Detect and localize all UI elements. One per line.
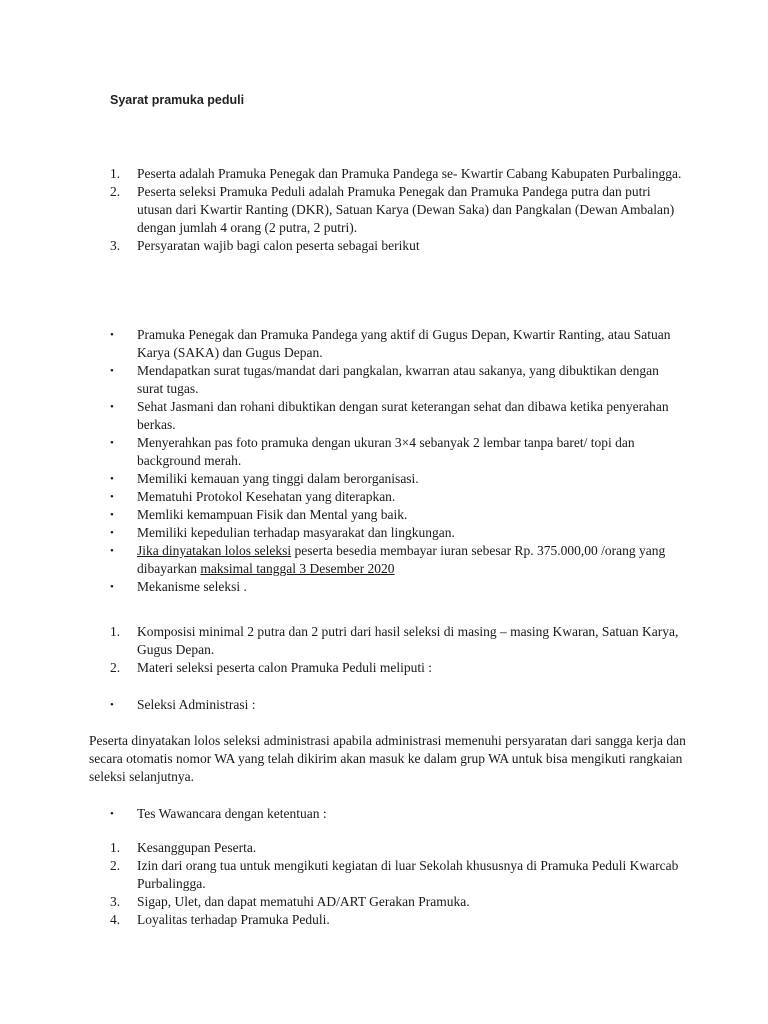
- bullet-item: [0, 578, 768, 596]
- bullet-icon: •: [110, 527, 114, 539]
- list-item: [0, 659, 768, 677]
- list-number: 2.: [110, 660, 121, 675]
- bullet-icon: •: [110, 581, 114, 593]
- list-number: 2.: [110, 858, 121, 873]
- bullet-item: [0, 470, 768, 488]
- list-item: [0, 237, 768, 255]
- payment-middle-text: peserta besedia membayar iuran sebesar Rp. 375.000,00 /orang yang dibayarkan: [137, 543, 666, 576]
- list-number: 1.: [110, 624, 121, 639]
- bullet-icon: •: [110, 473, 114, 485]
- list-number: 1.: [110, 166, 121, 181]
- bullet-item: [0, 524, 768, 542]
- bullet-item-text: Mendapatkan surat tugas/mandat dari pangkalan, kwarran atau sakanya, yang dibuktikan dengan surat tugas.: [137, 363, 659, 396]
- list-item-text: Materi seleksi peserta calon Pramuka Peduli meliputi :: [137, 660, 433, 675]
- list-item-text: Peserta seleksi Pramuka Peduli adalah Pramuka Penegak dan Pramuka Pandega putra dan putri utusan dari Kwartir Ranting (DKR), Satuan Karya (Dewan Saka) dan Pangkalan (Dewan Ambalan) dengan jumlah 4 orang (2 putra, 2 putri).: [137, 184, 675, 235]
- bullet-item: [0, 488, 768, 506]
- bullet-item-text: Memiliki kepedulian terhadap masyarakat dan lingkungan.: [137, 525, 455, 540]
- admin-paragraph: Peserta dinyatakan lolos seleksi administrasi apabila administrasi memenuhi persyaratan dari sangga kerja dan secara otomatis nomor WA yang telah dikirim akan masuk ke dalam grup WA untuk bisa mengikuti rangkaian seleksi selanjutnya.: [89, 733, 686, 784]
- bullet-icon: •: [110, 329, 114, 341]
- bullet-icon: •: [110, 365, 114, 377]
- bullet-item: [0, 696, 768, 714]
- bullet-icon: •: [110, 491, 114, 503]
- bullet-item-text: Sehat Jasmani dan rohani dibuktikan dengan surat keterangan sehat dan dibawa ketika penyerahan berkas.: [137, 399, 669, 432]
- bullet-item-text: Memliki kemampuan Fisik dan Mental yang baik.: [137, 507, 408, 522]
- list-number: 3.: [110, 894, 121, 909]
- list-number: 2.: [110, 184, 121, 199]
- bullet-icon: •: [110, 699, 114, 711]
- list-item: [0, 839, 768, 857]
- document-title: Syarat pramuka peduli: [110, 93, 245, 107]
- list-item-text: Komposisi minimal 2 putra dan 2 putri dari hasil seleksi di masing – masing Kwaran, Satuan Karya, Gugus Depan.: [137, 624, 679, 657]
- bullet-item-text: Mematuhi Protokol Kesehatan yang diterapkan.: [137, 489, 396, 504]
- bullet-icon: •: [110, 545, 114, 557]
- list-item: [0, 623, 768, 659]
- list-item: [0, 911, 768, 929]
- list-item-text: Sigap, Ulet, dan dapat mematuhi AD/ART Gerakan Pramuka.: [137, 894, 470, 909]
- list-number: 4.: [110, 912, 121, 927]
- requirements-list: [0, 165, 768, 255]
- bullet-item-text: Tes Wawancara dengan ketentuan :: [137, 806, 327, 821]
- bullet-item-text: Seleksi Administrasi :: [137, 697, 256, 712]
- interview-heading: [0, 805, 768, 823]
- mandatory-requirements-list: [0, 326, 768, 596]
- bullet-icon: •: [110, 437, 114, 449]
- bullet-item: [0, 506, 768, 524]
- list-item: [0, 183, 768, 237]
- bullet-item: [0, 362, 768, 398]
- underlined-text-lolos-seleksi: Jika dinyatakan lolos seleksi: [137, 543, 292, 558]
- admin-selection-heading: [0, 696, 768, 714]
- bullet-icon: •: [110, 808, 114, 820]
- bullet-icon: •: [110, 509, 114, 521]
- bullet-item-text: Menyerahkan pas foto pramuka dengan ukuran 3×4 sebanyak 2 lembar tanpa baret/ topi dan background merah.: [137, 435, 635, 468]
- underlined-text-deadline: maksimal tanggal 3 Desember 2020: [200, 561, 395, 576]
- bullet-item-payment: [0, 542, 768, 578]
- list-item-text: Peserta adalah Pramuka Penegak dan Pramuka Pandega se- Kwartir Cabang Kabupaten Purbalingga.: [137, 166, 682, 181]
- bullet-item-text: Mekanisme seleksi .: [137, 579, 247, 594]
- bullet-item-text: Memiliki kemauan yang tinggi dalam berorganisasi.: [137, 471, 419, 486]
- list-item-text: Kesanggupan Peserta.: [137, 840, 257, 855]
- list-item: [0, 893, 768, 911]
- bullet-item: [0, 398, 768, 434]
- payment-text: [137, 542, 682, 578]
- list-number: 1.: [110, 840, 121, 855]
- list-item-text: Persyaratan wajib bagi calon peserta sebagai berikut: [137, 238, 420, 253]
- list-item-text: Loyalitas terhadap Pramuka Peduli.: [137, 912, 330, 927]
- mechanism-list: [0, 623, 768, 677]
- bullet-item: [0, 805, 768, 823]
- bullet-item-text: Pramuka Penegak dan Pramuka Pandega yang aktif di Gugus Depan, Kwartir Ranting, atau Satuan Karya (SAKA) dan Gugus Depan.: [137, 327, 671, 360]
- bullet-icon: •: [110, 401, 114, 413]
- list-item: [0, 857, 768, 893]
- list-number: 3.: [110, 238, 121, 253]
- bullet-item: [0, 326, 768, 362]
- bullet-item: [0, 434, 768, 470]
- list-item-text: Izin dari orang tua untuk mengikuti kegiatan di luar Sekolah khususnya di Pramuka Peduli Kwarcab Purbalingga.: [137, 858, 679, 891]
- interview-criteria-list: [0, 839, 768, 929]
- list-item: [0, 165, 768, 183]
